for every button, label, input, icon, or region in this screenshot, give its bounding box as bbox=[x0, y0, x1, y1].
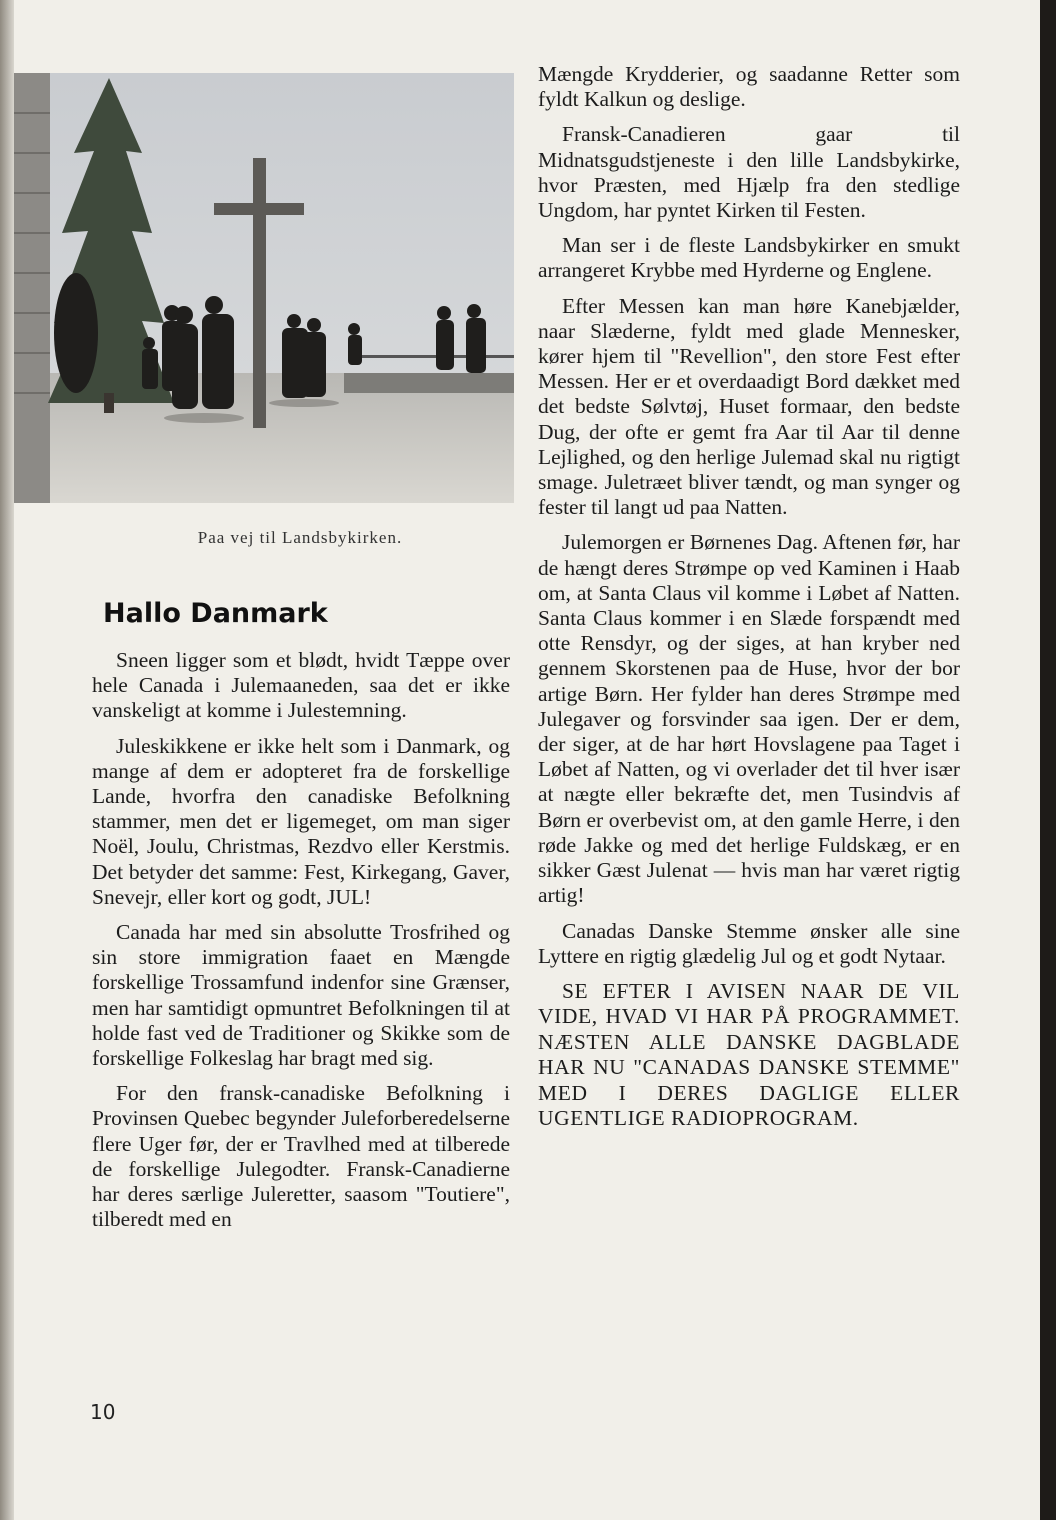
binding-edge bbox=[1040, 0, 1056, 1520]
article-column-left bbox=[92, 648, 510, 1242]
paragraph: Sneen ligger som et blødt, hvidt Tæppe over hele Canada i Julemaaneden, saa det er ikke vanskeligt at komme i Julestemning. bbox=[92, 648, 510, 723]
paragraph: For den fransk-canadiske Befolkning i Provinsen Quebec begynder Juleforberedelserne flere Uger før, der er Travlhed med at tilberede de forskellige Julegodter. Fransk-Canadierne har deres særlige Juleretter, saasom "Toutiere", tilberedt med en bbox=[92, 1081, 510, 1232]
page-number: 10 bbox=[90, 1400, 116, 1424]
paragraph: Efter Messen kan man høre Kanebjælder, naar Slæderne, fyldt med glade Mennesker, kører hjem til "Revellion", den store Fest efter Messen. Her er et overdaadigt Bord dækket med det bedste Sølvtøj, Huset formaar, den bedste Dug, der ofte er gemt fra Aar til Aar til denne Lejlighed, og den herlige Julemad skal nu rigtigt smage. Juletræet bliver tændt, og man synger og fester til langt ud paa Natten. bbox=[538, 293, 960, 520]
paragraph-continuation: Mængde Krydderier, og saadanne Retter som fyldt Kalkun og deslige. bbox=[538, 62, 960, 112]
paragraph: Fransk-Canadieren gaar til Midnatsgudstjeneste i den lille Landsbykirke, hvor Præsten, med Hjælp fra den stedlige Ungdom, har pyntet Kirken til Festen. bbox=[538, 122, 960, 223]
article-heading: Hallo Danmark bbox=[103, 598, 328, 629]
photo-illustration bbox=[14, 73, 514, 503]
paragraph: Canada har med sin absolutte Trosfrihed og sin store immigration faaet en Mængde forskellige Trossamfund indenfor sine Grænser, men har samtidigt opmuntret Befolkningen til at holde fast ved de Traditioner og Skikke som de forskellige Folkeslag har bragt med sig. bbox=[92, 920, 510, 1071]
paragraph: Juleskikkene er ikke helt som i Danmark, og mange af dem er adopteret fra de forskellige Lande, hvorfra den canadiske Befolkning stammer, men det er ligemeget, om man siger Noël, Joulu, Christmas, Rezdvo eller Kerstmis. Det betyder det samme: Fest, Kirkegang, Gaver, Snevejr, eller kort og godt, JUL! bbox=[92, 733, 510, 909]
church-photo bbox=[14, 73, 514, 503]
radio-announcement: SE EFTER I AVISEN NAAR DE VIL VIDE, HVAD VI HAR PÅ PROGRAMMET. NÆSTEN ALLE DANSKE DAGBLADE HAR NU "CANADAS DANSKE STEMME" MED I DERES DAGLIGE ELLER UGENTLIGE RADIOPROGRAM. bbox=[538, 978, 960, 1131]
page-spine-shadow bbox=[0, 0, 14, 1520]
article-column-right bbox=[538, 62, 960, 1142]
photo-caption: Paa vej til Landsbykirken. bbox=[197, 528, 403, 547]
paragraph: Julemorgen er Børnenes Dag. Aftenen før, har de hængt deres Strømpe op ved Kaminen i Haab om, at Santa Claus vil komme i Løbet af Natten. Santa Claus kommer i en Slæde forspændt med otte Rensdyr, og der siges, at han kryber ned gennem Skorstenen paa de Huse, hvor der bor artige Børn. Her fylder han deres Strømpe med Julegaver og forsvinder saa igen. Der er dem, der siger, at de har hørt Hovslagene paa Taget i Løbet af Natten, og vi overlader det til hver især at nægte eller bekræfte det, men Tusindvis af Børn er overbevist om, at den gamle Herre, i den røde Jakke og med det herlige Fuldskæg, er en sikker Gæst Julenat — hvis man har været rigtig artig! bbox=[538, 530, 960, 908]
paragraph: Canadas Danske Stemme ønsker alle sine Lyttere en rigtig glædelig Jul og et godt Nytaar. bbox=[538, 918, 960, 968]
paragraph: Man ser i de fleste Landsbykirker en smukt arrangeret Krybbe med Hyrderne og Englene. bbox=[538, 233, 960, 283]
